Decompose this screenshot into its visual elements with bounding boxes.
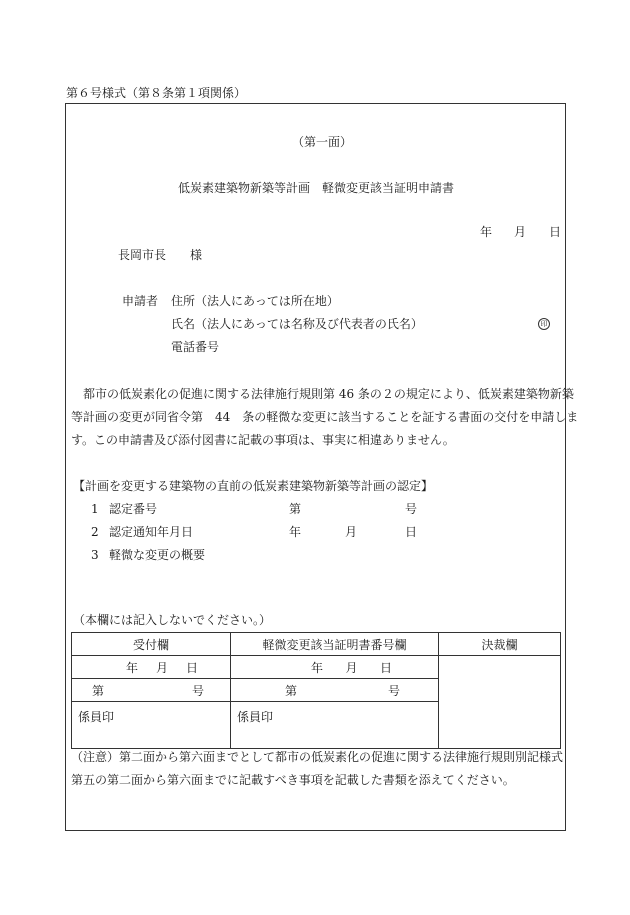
item-2-number: 2 (91, 525, 99, 539)
item-1-label: 認定番号 (109, 502, 158, 516)
certificate-staff-seal-cell (231, 702, 439, 749)
certificate-day: 日 (379, 660, 392, 675)
header-approval: 決裁欄 (439, 633, 561, 656)
certificate-year: 年 (311, 660, 324, 675)
item-1-suffix: 号 (405, 502, 418, 516)
seal-mark: 印 (538, 318, 550, 330)
certificate-no-suffix: 号 (387, 683, 400, 698)
body-line-1: 都市の低炭素化の促進に関する法律施行規則第 46 条の２の規定により、低炭素建築物新築 (71, 387, 574, 401)
date-year: 年 (480, 225, 493, 239)
reception-year: 年 (126, 660, 139, 675)
footnote-line-1: （注意）第二面から第六面までとして都市の低炭素化の促進に関する法律施行規則別記様式 (71, 750, 564, 764)
date-day: 日 (549, 225, 562, 239)
reception-staff-seal-cell (72, 702, 231, 749)
date-month: 月 (514, 225, 527, 239)
certificate-staff-seal: 係員印 (237, 710, 274, 724)
reception-day: 日 (185, 660, 198, 675)
page-label: （第一面） (292, 135, 353, 149)
item-2-year: 年 (289, 525, 302, 539)
body-line-3: す。この申請書及び添付図書に記載の事項は、事実に相違ありません。 (71, 433, 455, 447)
addressee: 長岡市長 様 (118, 248, 203, 262)
certificate-no-prefix: 第 (285, 683, 298, 698)
office-use-note: （本欄には記入しないでください。） (73, 613, 272, 627)
document-title: 低炭素建築物新築等計画 軽微変更該当証明申請書 (178, 181, 455, 195)
item-2-label: 認定通知年月日 (109, 525, 194, 539)
certificate-month: 月 (345, 660, 358, 675)
item-1-prefix: 第 (289, 502, 302, 516)
reception-no-prefix: 第 (92, 683, 105, 698)
form-number: 第６号様式（第８条第１項関係） (66, 86, 247, 100)
item-3-label: 軽微な変更の概要 (109, 548, 206, 562)
approval-cell (439, 656, 561, 749)
certificate-number-cell (231, 679, 439, 702)
reception-staff-seal: 係員印 (78, 710, 115, 724)
office-use-table (71, 632, 561, 749)
header-certificate-number: 軽微変更該当証明書番号欄 (231, 633, 439, 656)
item-2-day: 日 (405, 525, 418, 539)
certificate-date-cell (231, 656, 439, 679)
item-3-number: 3 (91, 548, 99, 562)
reception-month: 月 (155, 660, 168, 675)
item-1-number: 1 (91, 502, 99, 516)
applicant-label: 申請者 (122, 294, 159, 308)
reception-number-cell (72, 679, 231, 702)
applicant-name: 氏名（法人にあっては名称及び代表者の氏名） (171, 317, 423, 331)
reception-date-cell (72, 656, 231, 679)
applicant-phone: 電話番号 (171, 340, 220, 354)
footnote-line-2: 第五の第二面から第六面までに記載すべき事項を記載した書類を添えてください。 (71, 773, 515, 787)
header-reception: 受付欄 (72, 633, 231, 656)
body-line-2: 等計画の変更が同省令第 44 条の軽微な変更に該当することを証する書面の交付を申請しま (71, 410, 579, 424)
item-2-month: 月 (345, 525, 358, 539)
section-heading: 【計画を変更する建築物の直前の低炭素建築物新築等計画の認定】 (73, 479, 434, 493)
reception-no-suffix: 号 (191, 683, 204, 698)
applicant-address: 住所（法人にあっては所在地） (171, 294, 339, 308)
